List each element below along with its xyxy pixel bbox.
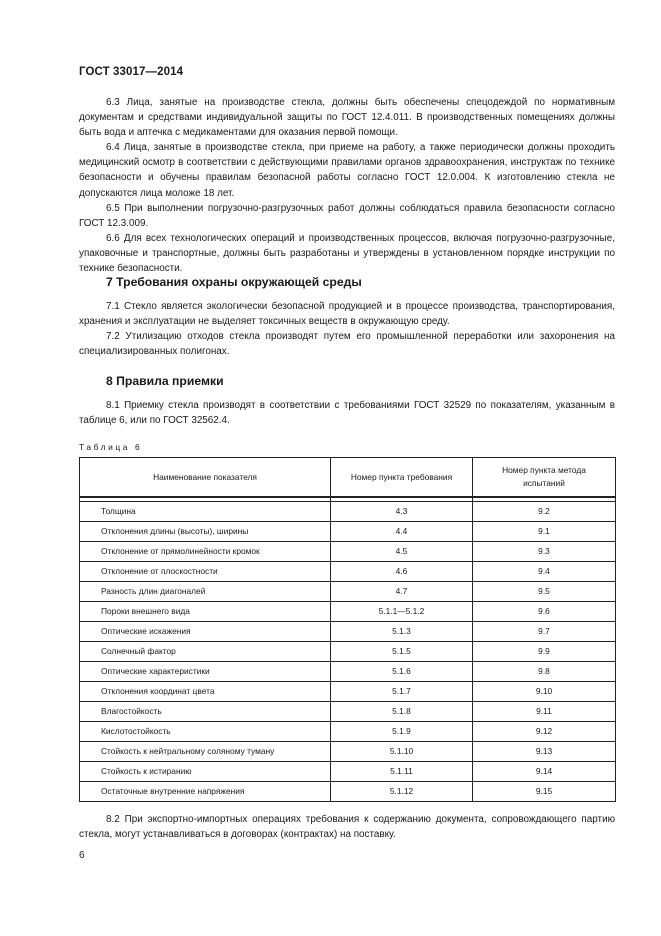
cell-indicator: Оптические характеристики — [80, 662, 331, 682]
cell-indicator: Стойкость к истиранию — [80, 762, 331, 782]
cell-requirement: 5.1.8 — [331, 702, 473, 722]
cell-indicator: Разность длин диагоналей — [80, 582, 331, 602]
table-row — [80, 602, 616, 622]
table-row — [80, 782, 616, 802]
table-row — [80, 762, 616, 782]
cell-method: 9.12 — [473, 722, 616, 742]
table-6 — [79, 457, 616, 802]
paragraph-8-1: 8.1 Приемку стекла производят в соответствии с требованиями ГОСТ 32529 по показателям, указанным в таблице 6, или по ГОСТ 32562.4. — [79, 400, 615, 427]
table-row — [80, 722, 616, 742]
table-row — [80, 582, 616, 602]
paragraph-7-1: 7.1 Стекло является экологически безопасной продукцией и в процессе производства, транспортирования, хранения и эксплуатации не выделяет токсичных веществ в окружающую среду. — [79, 301, 615, 328]
cell-method: 9.9 — [473, 642, 616, 662]
cell-requirement: 5.1.5 — [331, 642, 473, 662]
cell-method: 9.7 — [473, 622, 616, 642]
paragraph-6-4: 6.4 Лица, занятые в производстве стекла, при приеме на работу, а также периодически должны проходить медицинский осмотр в соответствии с действующими правилами органов здравоохранения, инструктаж по технике безопасности и обучены правилам безопасной работы согласно ГОСТ 12.0.004. К изготовлению стекла не допускаются лица моложе 18 лет. — [79, 142, 615, 199]
cell-indicator: Влагостойкость — [80, 702, 331, 722]
cell-requirement: 5.1.1—5.1.2 — [331, 602, 473, 622]
paragraph-6-3: 6.3 Лица, занятые на производстве стекла, должны быть обеспечены спецодеждой по нормативным документам и средствами индивидуальной защиты по ГОСТ 12.4.011. В производственных помещениях должны быть вода и аптечка с медикаментами для оказания первой помощи. — [79, 97, 615, 139]
section-7-text — [79, 299, 615, 359]
cell-indicator: Пороки внешнего вида — [80, 602, 331, 622]
cell-method: 9.3 — [473, 542, 616, 562]
section-8-title: 8 Правила приемки — [106, 374, 224, 388]
cell-method: 9.8 — [473, 662, 616, 682]
cell-requirement: 5.1.10 — [331, 742, 473, 762]
cell-requirement: 4.7 — [331, 582, 473, 602]
table-row — [80, 562, 616, 582]
cell-method: 9.1 — [473, 522, 616, 542]
cell-indicator: Отклонение от прямолинейности кромок — [80, 542, 331, 562]
section-6-text — [79, 95, 615, 276]
table-header-row — [80, 458, 616, 498]
cell-requirement: 5.1.9 — [331, 722, 473, 742]
cell-method: 9.10 — [473, 682, 616, 702]
paragraph-8-2: 8.2 При экспортно-импортных операциях требования к содержанию документа, сопровождающего партию стекла, могут устанавливаться в договорах (контрактах) на поставку. — [79, 814, 615, 841]
table-row — [80, 682, 616, 702]
page-number: 6 — [79, 850, 85, 861]
table-row — [80, 502, 616, 522]
table-caption: Таблица 6 — [79, 442, 143, 452]
cell-requirement: 5.1.6 — [331, 662, 473, 682]
paragraph-7-2: 7.2 Утилизацию отходов стекла производят путем его промышленной переработки или захоронения на специализированных полигонах. — [79, 331, 615, 358]
cell-requirement: 4.3 — [331, 502, 473, 522]
cell-requirement: 5.1.3 — [331, 622, 473, 642]
cell-indicator: Толщина — [80, 502, 331, 522]
paragraph-6-6: 6.6 Для всех технологических операций и производственных процессов, включая погрузочно-разгрузочные, упаковочные и транспортные, должны быть разработаны и утверждены в установленном порядке инструкции по технике безопасности. — [79, 232, 615, 275]
table-row — [80, 522, 616, 542]
cell-method: 9.13 — [473, 742, 616, 762]
cell-indicator: Стойкость к нейтральному соляному туману — [80, 742, 331, 762]
table-row — [80, 702, 616, 722]
table-row — [80, 642, 616, 662]
cell-method: 9.2 — [473, 502, 616, 522]
cell-indicator: Оптические искажения — [80, 622, 331, 642]
section-7-title: 7 Требования охраны окружающей среды — [106, 275, 362, 289]
document-header: ГОСТ 33017—2014 — [79, 66, 184, 78]
paragraph-6-5: 6.5 При выполнении погрузочно-разгрузочных работ должны соблюдаться правила безопасности согласно ГОСТ 12.3.009. — [79, 202, 615, 229]
cell-requirement: 5.1.7 — [331, 682, 473, 702]
cell-method: 9.11 — [473, 702, 616, 722]
cell-requirement: 4.6 — [331, 562, 473, 582]
cell-indicator: Отклонение от плоскостности — [80, 562, 331, 582]
table-row — [80, 662, 616, 682]
cell-requirement: 5.1.12 — [331, 782, 473, 802]
header-indicator: Наименование показателя — [80, 458, 331, 498]
header-requirement: Номер пункта требования — [331, 458, 473, 498]
table-row — [80, 622, 616, 642]
cell-method: 9.5 — [473, 582, 616, 602]
cell-method: 9.14 — [473, 762, 616, 782]
table-row — [80, 542, 616, 562]
cell-indicator: Остаточные внутренние напряжения — [80, 782, 331, 802]
cell-requirement: 5.1.11 — [331, 762, 473, 782]
cell-method: 9.6 — [473, 602, 616, 622]
header-test-method: Номер пункта метода испытаний — [473, 458, 616, 498]
cell-indicator: Кислотостойкость — [80, 722, 331, 742]
cell-requirement: 4.5 — [331, 542, 473, 562]
cell-indicator: Отклонения длины (высоты), ширины — [80, 522, 331, 542]
cell-indicator: Солнечный фактор — [80, 642, 331, 662]
cell-indicator: Отклонения координат цвета — [80, 682, 331, 702]
cell-requirement: 4.4 — [331, 522, 473, 542]
section-8-text — [79, 398, 615, 428]
table-row — [80, 742, 616, 762]
cell-method: 9.15 — [473, 782, 616, 802]
cell-method: 9.4 — [473, 562, 616, 582]
